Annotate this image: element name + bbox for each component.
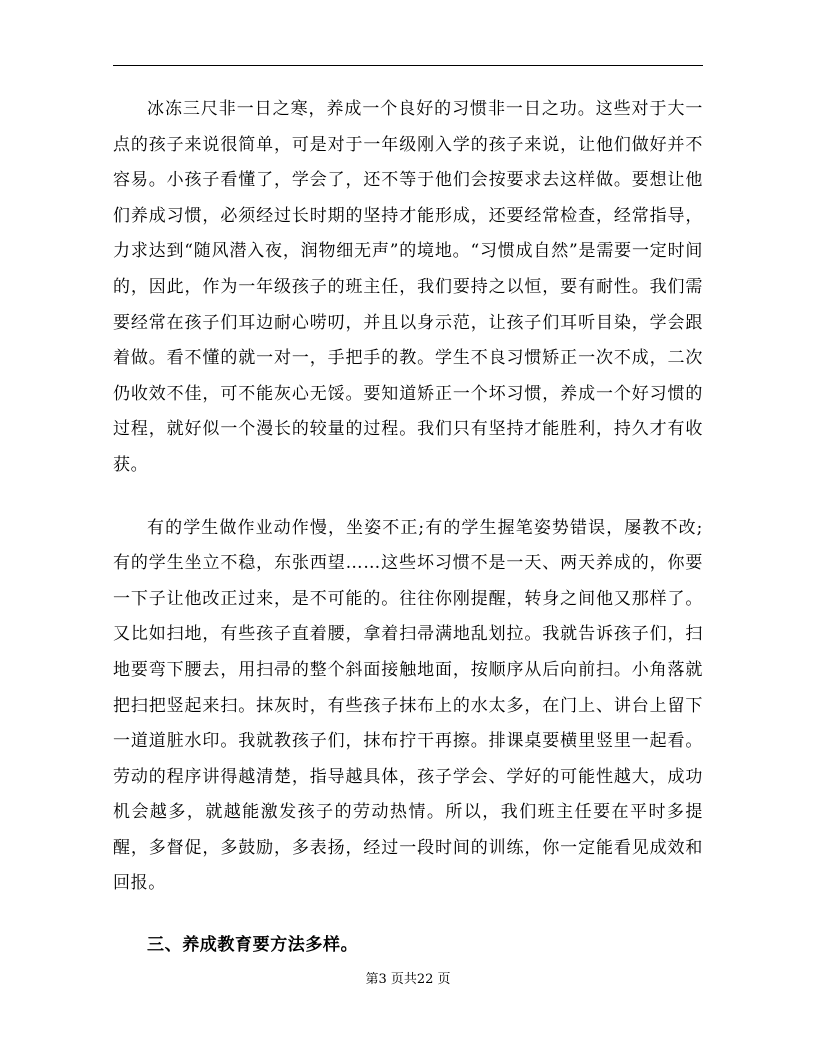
page-number-footer: 第3 页共22 页 [365, 972, 451, 987]
paragraph-habit-persistence: 冰冻三尺非一日之寒，养成一个良好的习惯非一日之功。这些对于大一点的孩子来说很简单，可是对于一年级刚入学的孩子来说，让他们做好并不容易。小孩子看懂了，学会了，还不等于他们会按要求去这样做。要想让他们养成习惯，必须经过长时期的坚持才能形成，还要经常检查，经常指导，力求达到“随风潜入夜，润物细无声”的境地。“习惯成自然”是需要一定时间的，因此，作为一年级孩子的班主任，我们要持之以恒，要有耐性。我们需要经常在孩子们耳边耐心唠叨，并且以身示范，让孩子们耳听目染，学会跟着做。看不懂的就一对一，手把手的教。学生不良习惯矫正一次不成，二次仍收效不佳，可不能灰心无馁。要知道矫正一个坏习惯，养成一个好习惯的过程，就好似一个漫长的较量的过程。我们只有坚持才能胜利，持久才有收获。 [113, 99, 703, 475]
section-heading: 三、养成教育要方法多样。 [147, 935, 359, 956]
header-rule [113, 65, 703, 66]
document-body [113, 92, 703, 964]
paragraph-bad-habits-examples: 有的学生做作业动作慢，坐姿不正;有的学生握笔姿势错误，屡教不改;有的学生坐立不稳，东张西望……这些坏习惯不是一天、两天养成的，你要一下子让他改正过来，是不可能的。往往你刚提醒，转身之间他又那样了。又比如扫地，有些孩子直着腰，拿着扫帚满地乱划拉。我就告诉孩子们，扫地要弯下腰去，用扫帚的整个斜面接触地面，按顺序从后向前扫。小角落就把扫把竖起来扫。抹灰时，有些孩子抹布上的水太多，在门上、讲台上留下一道道脏水印。我就教孩子们，抹布拧干再擦。排课桌要横里竖里一起看。劳动的程序讲得越清楚，指导越具体，孩子学会、学好的可能性越大，成功机会越多，就越能激发孩子的劳动热情。所以，我们班主任要在平时多提醒，多督促，多鼓励，多表扬，经过一段时间的训练，你一定能看见成效和回报。 [113, 517, 703, 894]
